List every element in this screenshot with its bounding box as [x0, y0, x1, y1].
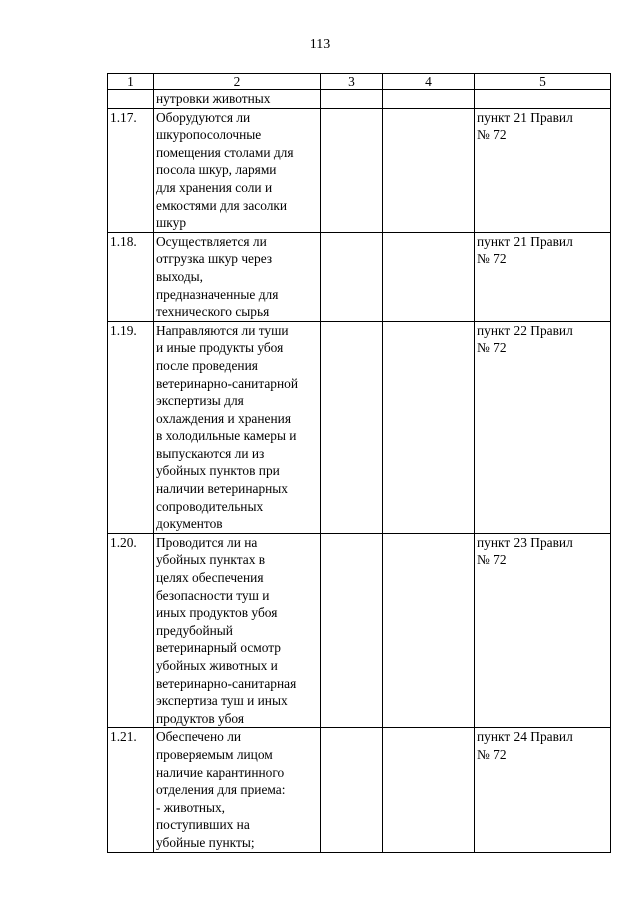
legal-reference-line: пункт 24 Правил: [477, 729, 573, 745]
item-number-cell: 1.19.: [108, 321, 154, 533]
column-4-cell: [383, 108, 475, 232]
column-3-cell: [321, 321, 383, 533]
column-3-cell: [321, 232, 383, 321]
requirement-text-line: выпускаются ли из: [156, 445, 265, 461]
requirement-text-line: Осуществляется ли: [156, 233, 267, 249]
legal-reference-line: № 72: [477, 127, 507, 143]
requirement-text-line: документов: [156, 516, 223, 532]
requirement-text-line: продуктов убоя: [156, 710, 244, 726]
requirement-text-line: для хранения соли и: [156, 179, 273, 195]
legal-reference-line: № 72: [477, 340, 507, 356]
legal-reference-cell: [475, 90, 611, 109]
requirement-text-line: убойных пунктах в: [156, 552, 266, 568]
requirement-cell: [154, 321, 321, 533]
requirement-text-line: помещения столами для: [156, 144, 294, 160]
table-row: [108, 533, 611, 728]
requirement-text-line: Обеспечено ли: [156, 729, 242, 745]
legal-reference-line: № 72: [477, 746, 507, 762]
column-4-cell: [383, 533, 475, 728]
legal-reference-line: № 72: [477, 552, 507, 568]
requirement-cell: [154, 108, 321, 232]
requirement-text-line: ветеринарно-санитарной: [156, 375, 299, 391]
table-row: [108, 108, 611, 232]
requirement-cell: [154, 90, 321, 109]
column-header-4: 4: [383, 74, 475, 90]
page-number: 113: [309, 37, 331, 52]
table-row: [108, 728, 611, 852]
requirement-text-line: убойных животных и: [156, 658, 278, 673]
legal-reference-line: пункт 21 Правил: [477, 233, 573, 249]
requirement-text-line: в холодильные камеры и: [156, 428, 297, 444]
requirement-text-line: безопасности туш и: [156, 587, 270, 603]
requirement-text-line: ветеринарно-санитарная: [156, 675, 297, 691]
requirement-text-line: иных продуктов убоя: [156, 605, 278, 621]
legal-reference-cell: [475, 728, 611, 852]
legal-reference-cell: [475, 533, 611, 728]
requirement-text-line: отделения для приема:: [156, 782, 286, 798]
requirement-text-line: Проводится ли на: [156, 534, 258, 550]
column-4-cell: [383, 232, 475, 321]
requirement-text-line: предубойный: [156, 622, 233, 638]
item-number-cell: 1.17.: [108, 108, 154, 232]
requirement-text-line: и иные продукты убоя: [156, 340, 284, 356]
requirement-text-line: предназначенные для: [156, 286, 279, 302]
requirement-text-line: проверяемым лицом: [156, 746, 273, 762]
requirement-text-line: шкуропосолочные: [156, 127, 262, 143]
requirement-text-line: после проведения: [156, 357, 258, 373]
requirement-text-line: Оборудуются ли: [156, 109, 251, 125]
item-number-cell: [108, 90, 154, 109]
requirement-text-line: сопроводительных: [156, 498, 264, 514]
column-header-3: 3: [321, 74, 383, 90]
requirement-text-line: убойных пунктов при: [156, 463, 280, 479]
column-4-cell: [383, 728, 475, 852]
legal-reference-line: пункт 23 Правил: [477, 534, 573, 550]
legal-reference-cell: [475, 232, 611, 321]
requirement-text-line: нутровки животных: [156, 91, 271, 106]
table-row: [108, 90, 611, 109]
requirement-text-line: шкур: [156, 215, 187, 231]
requirement-text-line: экспертиза туш и иных: [156, 693, 288, 709]
column-4-cell: [383, 321, 475, 533]
column-header-5: 5: [475, 74, 611, 90]
column-header-2: 2: [154, 74, 321, 90]
item-number-cell: 1.20.: [108, 533, 154, 728]
requirement-text-line: выходы,: [156, 268, 203, 284]
legal-reference-line: № 72: [477, 251, 507, 267]
column-header-1: 1: [108, 74, 154, 90]
requirement-text-line: охлаждения и хранения: [156, 410, 291, 426]
requirement-text-line: - животных,: [156, 799, 226, 815]
legal-reference-cell: [475, 321, 611, 533]
legal-reference-cell: [475, 108, 611, 232]
requirement-text-line: поступивших на: [156, 817, 250, 833]
column-3-cell: [321, 533, 383, 728]
column-3-cell: [321, 90, 383, 109]
requirement-text-line: отгрузка шкур через: [156, 251, 273, 267]
requirement-text-line: целях обеспечения: [156, 570, 264, 586]
item-number-cell: 1.21.: [108, 728, 154, 852]
requirement-text-line: ветеринарный осмотр: [156, 640, 282, 656]
requirement-text-line: емкостями для засолки: [156, 197, 288, 213]
requirement-text-line: посола шкур, ларями: [156, 162, 277, 178]
requirement-text-line: наличии ветеринарных: [156, 481, 288, 497]
table-row: [108, 321, 611, 533]
table-body: [108, 90, 611, 853]
requirement-text-line: технического сырья: [156, 304, 270, 320]
inspection-table: [107, 73, 611, 853]
legal-reference-line: пункт 22 Правил: [477, 322, 573, 338]
requirement-text-line: Направляются ли туши: [156, 322, 289, 338]
table-header-row: [108, 74, 611, 90]
legal-reference-line: пункт 21 Правил: [477, 109, 573, 125]
column-3-cell: [321, 728, 383, 852]
column-4-cell: [383, 90, 475, 109]
requirement-text-line: убойные пункты;: [156, 834, 255, 850]
table-row: [108, 232, 611, 321]
requirement-cell: [154, 533, 321, 728]
requirement-text-line: наличие карантинного: [156, 764, 285, 780]
requirement-cell: [154, 728, 321, 852]
item-number-cell: 1.18.: [108, 232, 154, 321]
column-3-cell: [321, 108, 383, 232]
requirement-text-line: экспертизы для: [156, 393, 244, 409]
requirement-cell: [154, 232, 321, 321]
